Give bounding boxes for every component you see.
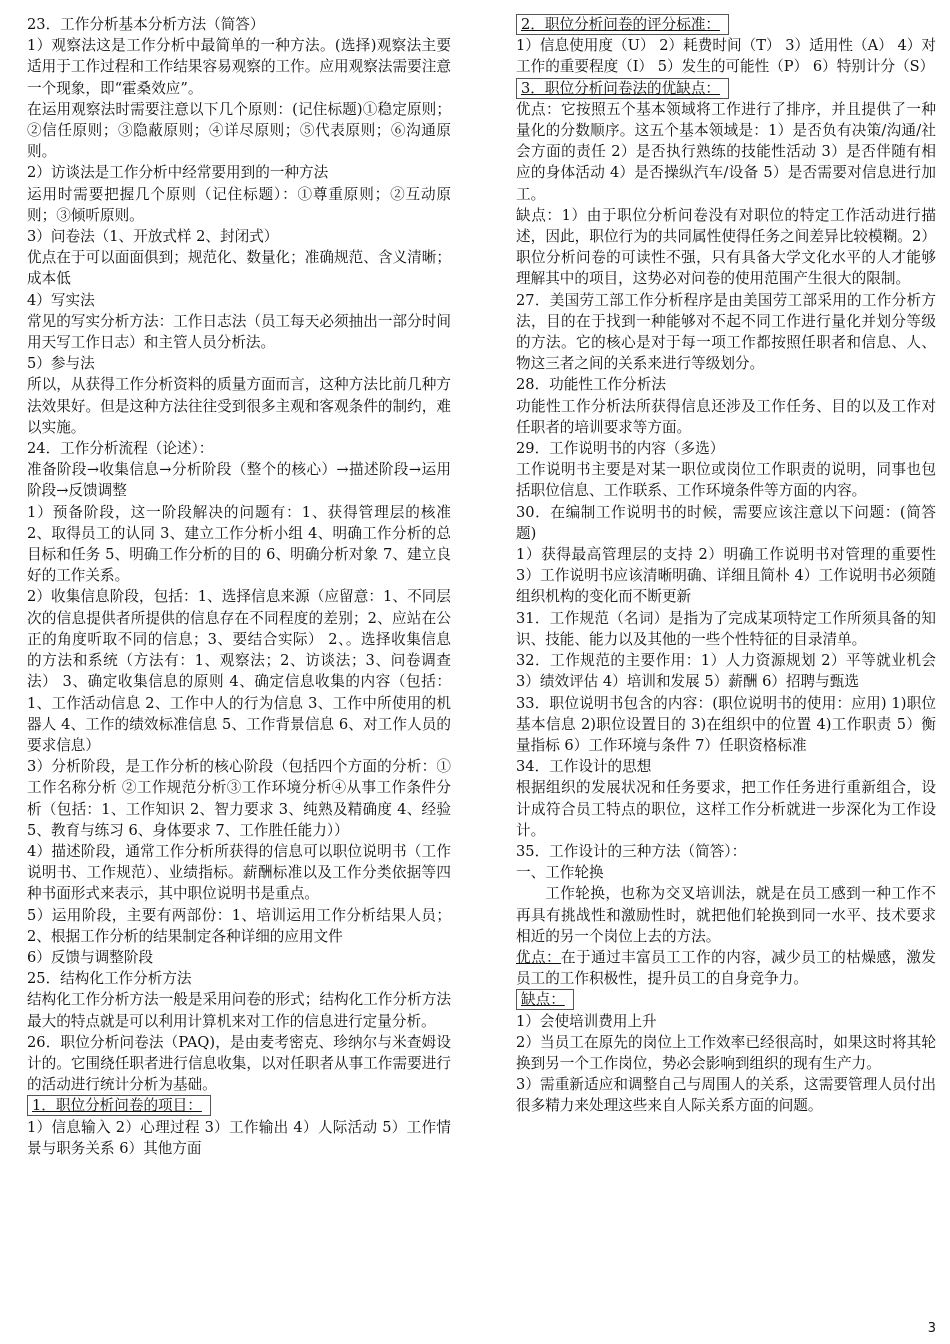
left-column (27, 14, 451, 1159)
boxed-subheading: 3．职位分析问卷法的优缺点： (516, 78, 729, 99)
boxed-subheading: 1．职位分析问卷的项目： (27, 1095, 211, 1116)
paragraph: 工作说明书主要是对某一职位或岗位工作职责的说明，同事也包括职位信息、工作联系、工作环境条件等方面的内容。 (516, 461, 936, 500)
paragraph: 根据组织的发展状况和任务要求，把工作任务进行重新组合，设计成符合员工特点的职位，这样工作分析就进一步深化为工作设计。 (516, 779, 936, 839)
paragraph: 1）信息输入 2）心理过程 3）工作输出 4）人际活动 5）工作情景与职务关系 6）其他方面 (27, 1118, 451, 1157)
paragraph: 1）信息使用度（U） 2）耗费时间（T） 3）适用性（A） 4）对工作的重要程度（I） 5）发生的可能性（P） 6）特别计分（S） (516, 37, 936, 76)
paragraph: 1）预备阶段，这一阶段解决的问题有：1、获得管理层的核准 2、取得员工的认同 3、建立工作分析小组 4、明确工作分析的总目标和任务 5、明确工作分析的目的 6、明确分析对象 7、建立良好的工作关系。 (27, 503, 451, 585)
heading-25: 25．结构化工作分析方法 (27, 970, 192, 988)
paragraph: 功能性工作分析法所获得信息还涉及工作任务、目的以及工作对任职者的培训要求等方面。 (516, 397, 936, 436)
paragraph: 2）当员工在原先的岗位上工作效率已经很高时，如果这时将其轮换到另一个工作岗位，势必会影响到组织的现有生产力。 (516, 1033, 936, 1072)
paragraph: 6）反馈与调整阶段 (27, 948, 154, 966)
paragraph: 3）需重新适应和调整自己与周围人的关系，这需要管理人员付出很多精力来处理这些来自人际关系方面的问题。 (516, 1076, 936, 1115)
subheading: 一、工作轮换 (516, 864, 604, 882)
paragraph: 2）收集信息阶段，包括：1、选择信息来源（应留意：1、不同层次的信息提供者所提供的信息存在不同程度的差别；2、应站在公正的角度听取不同的信息；3、要结合实际） 2、。选择收集信息的方法和系统（方法有：1、观察法；2、访谈法；3、问卷调查法） 3、确定收集信息的原则 4、确定信息收集的内容（包括：1、工作活动信息 2、工作中人的行为信息 3、工作中所使用的机器人 4、工作的绩效标准信息 5、工作背景信息 6、对工作人员的要求信息） (27, 588, 451, 754)
paragraph: 1）获得最高管理层的支持 2）明确工作说明书对管理的重要性 3）工作说明书应该清晰明确、详细且简朴 4）工作说明书必须随组织机构的变化而不断更新 (516, 546, 936, 606)
paragraph: 32．工作规范的主要作用：1）人力资源规划 2）平等就业机会 3）绩效评估 4）培训和发展 5）薪酬 6）招聘与甄选 (516, 652, 936, 691)
paragraph: 优点：它按照五个基本领域将工作进行了排序，并且提供了一种量化的分数顺序。这五个基本领域是：1）是否负有决策/沟通/社会方面的责任 2）是否执行熟练的技能性活动 3）是否伴随有相应的身体活动 4）是否操纵汽车/设备 5）是否需要对信息进行加工。 (516, 100, 936, 203)
heading-35: 35．工作设计的三种方法（简答）： (516, 842, 747, 860)
heading-34: 34．工作设计的思想 (516, 758, 652, 776)
heading-30: 30．在编制工作说明书的时候，需要应该注意以下问题：(简答题) (516, 503, 936, 542)
boxed-subheading: 2．职位分析问卷的评分标准： (516, 14, 729, 35)
heading-24: 24．工作分析流程（论述）： (27, 440, 214, 458)
heading-29: 29．工作说明书的内容（多选） (516, 440, 725, 458)
paragraph: 4）写实法 (27, 291, 95, 309)
paragraph: 缺点：1）由于职位分析问卷没有对职位的特定工作活动进行描述，因此，职位行为的共同属性使得任务之间差异比较模糊。2）职位分析问卷的可读性不强，只有具备大学文化水平的人才能够理解其中的项目，这势必对问卷的使用范围产生很大的限制。 (516, 206, 936, 288)
paragraph: 在于通过丰富员工工作的内容，减少员工的枯燥感，激发员工的工作积极性，提升员工的自身竞争力。 (516, 948, 936, 988)
paragraph: 27．美国劳工部工作分析程序是由美国劳工部采用的工作分析方法，目的在于找到一种能够对不起不同工作进行量化并划分等级的方法。它的核心是对于每一项工作都按照任职者和信息、人、物这三者之间的关系来进行等级划分。 (516, 291, 936, 373)
paragraph: 所以，从获得工作分析资料的质量方面而言，这种方法比前几种方法效果好。但是这种方法往往受到很多主观和客观条件的制约，难以实施。 (27, 376, 451, 436)
heading-23: 23．工作分析基本分析方法（简答） (27, 16, 265, 33)
right-column (516, 14, 936, 1117)
paragraph: 2）访谈法是工作分析中经常要用到的一种方法 (27, 164, 329, 182)
paragraph: 常见的写实分析方法：工作日志法（员工每天必须抽出一部分时间用天写工作日志）和主管人员分析法。 (27, 312, 451, 352)
paragraph: 3）分析阶段，是工作分析的核心阶段（包括四个方面的分析：①工作名称分析 ②工作规范分析③工作环境分析④从事工作条件分析（包括：1、工作知识 2、智力要求 3、纯熟及精确度 4、经验 5、教育与练习 6、身体要求 7、工作胜任能力）） (27, 758, 451, 839)
paragraph: 工作轮换，也称为交叉培训法，就是在员工感到一种工作不再具有挑战性和激励性时，就把他们轮换到同一水平、技术要求相近的另一个岗位上去的方法。 (516, 885, 936, 945)
paragraph: 1）会使培训费用上升 (516, 1012, 657, 1030)
disadvantages-label: 缺点： (516, 989, 574, 1010)
paragraph: 结构化工作分析方法一般是采用问卷的形式；结构化工作分析方法最大的特点就是可以利用计算机来对工作的信息进行定量分析。 (27, 991, 451, 1030)
paragraph: 33．职位说明书包含的内容：(职位说明书的使用：应用) 1)职位基本信息 2)职位设置目的 3)在组织中的位置 4)工作职责 5）衡量指标 6）工作环境与条件 7）任职资格标准 (516, 694, 936, 754)
page-number: 3 (927, 1321, 936, 1336)
paragraph: 4）描述阶段，通常工作分析所获得的信息可以职位说明书（工作说明书、工作规范）、业绩指标。薪酬标准以及工作分类依据等四种书面形式来表示，其中职位说明书是重点。 (27, 842, 451, 903)
paragraph: 5）参与法 (27, 355, 95, 373)
paragraph: 1）观察法这是工作分析中最简单的一种方法。(选择)观察法主要适用于工作过程和工作结果容易观察的工作。应用观察法需要注意一个现象，即“霍桑效应”。 (27, 37, 451, 97)
paragraph: 5）运用阶段，主要有两部份：1、培训运用工作分析结果人员； 2、根据工作分析的结果制定各种详细的应用文件 (27, 906, 451, 945)
advantages-label: 优点： (516, 948, 562, 966)
heading-28: 28．功能性工作分析法 (516, 376, 666, 394)
paragraph: 优点在于可以面面俱到；规范化、数量化；准确规范、含义清晰；成本低 (27, 249, 451, 288)
paragraph: 在运用观察法时需要注意以下几个原则：(记住标题)①稳定原则；②信任原则；③隐蔽原则；④详尽原则；⑤代表原则；⑥沟通原则。 (27, 100, 451, 161)
paragraph: 26．职位分析问卷法（PAQ)，是由麦考密克、珍纳尔与米查姆设计的。它围绕任职者进行信息收集，以对任职者从事工作需要进行的活动进行统计分析为基础。 (27, 1033, 451, 1094)
paragraph: 准备阶段→收集信息→分析阶段（整个的核心）→描述阶段→运用阶段→反馈调整 (27, 461, 451, 500)
paragraph: 3）问卷法（1、开放式样 2、封闭式） (27, 228, 279, 246)
paragraph: 31．工作规范（名词）是指为了完成某项特定工作所须具备的知识、技能、能力以及其他的一些个性特征的目录清单。 (516, 609, 936, 648)
paragraph: 运用时需要把握几个原则（记住标题）：①尊重原则；②互动原则；③倾听原则。 (27, 185, 451, 224)
